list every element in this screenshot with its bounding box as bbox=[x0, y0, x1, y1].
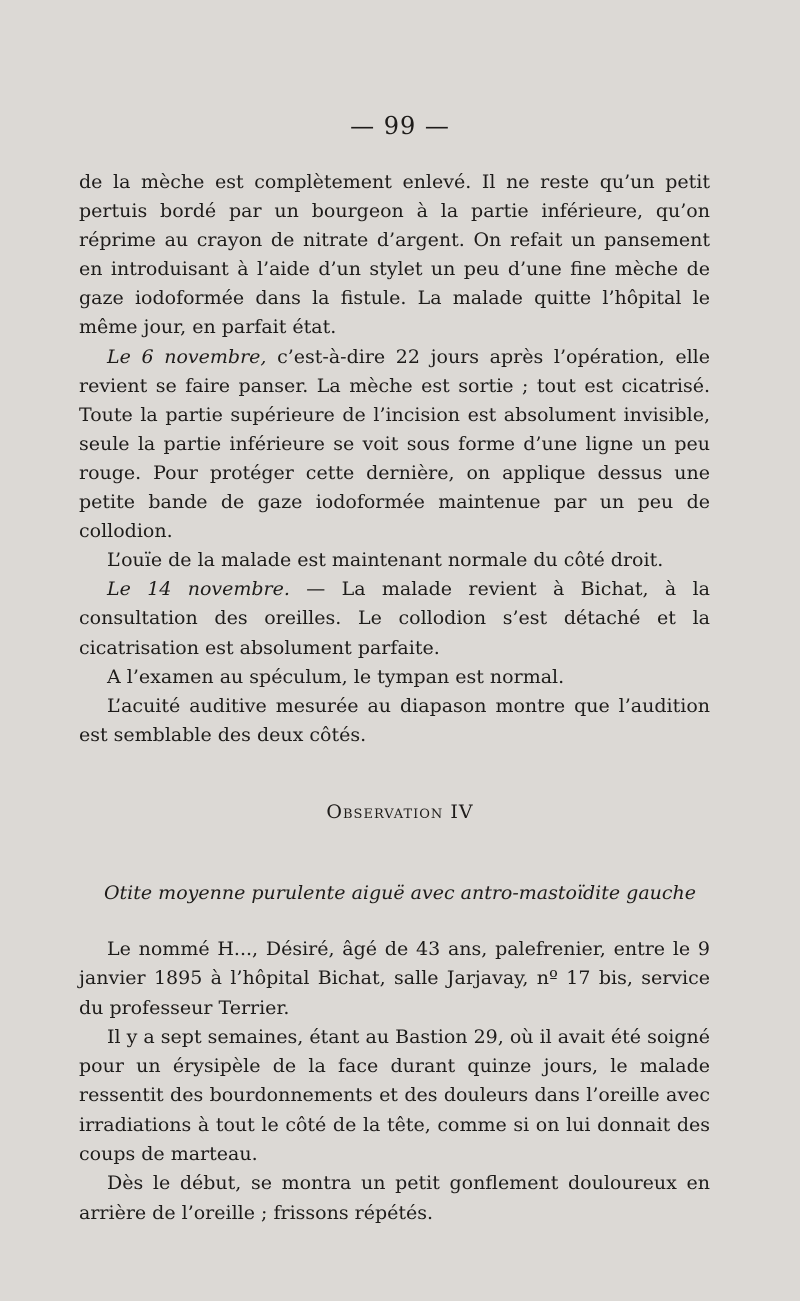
observation-4-text bbox=[79, 935, 710, 1228]
paragraph: L’acuité auditive mesurée au diapason montre que l’audition est semblable des deux côtés. bbox=[79, 694, 710, 746]
paragraph: Dès le début, se montra un petit gonflement douloureux en arrière de l’oreille ; frissons répétés. bbox=[79, 1172, 710, 1224]
paragraph-text: — La malade revient à Bichat, à la consultation des oreilles. Le collodion s’est détaché et la cicatrisation est absolument parfaite. bbox=[79, 578, 710, 659]
paragraph: L’ouïe de la malade est maintenant normale du côté droit. bbox=[107, 549, 664, 572]
page-number: — 99 — bbox=[350, 112, 450, 140]
paragraph bbox=[79, 575, 710, 662]
paragraph: Il y a sept semaines, étant au Bastion 29, où il avait été soigné pour un érysipèle de la face durant quinze jours, le malade ressentit des bourdonnements et des douleurs dans l’oreille avec irradiations à tout le côté de la tête, comme si on lui donnait des coups de marteau. bbox=[79, 1025, 710, 1166]
observation-3-continuation bbox=[79, 168, 710, 750]
date-label: Le 6 novembre, bbox=[107, 345, 267, 368]
paragraph-text: c’est-à-dire 22 jours après l’opération, elle revient se faire panser. La mèche est sortie ; tout est cicatrisé. Toute la partie supérieure de l’incision est absolument invisible, seule la partie inférieure se voit sous forme d’une ligne un peu rouge. Pour protéger cette dernière, on applique dessus une petite bande de gaze iodoformée maintenue par un peu de collodion. bbox=[79, 345, 710, 543]
observation-subtitle: Otite moyenne purulente aiguë avec antro-mastoïdite gauche bbox=[103, 882, 697, 904]
paragraph bbox=[79, 343, 710, 547]
observation-heading-word: Observation bbox=[326, 801, 444, 823]
paragraph: Le nommé H..., Désiré, âgé de 43 ans, palefrenier, entre le 9 janvier 1895 à l’hôpital Bichat, salle Jarjavay, nº 17 bis, service du professeur Terrier. bbox=[79, 938, 710, 1019]
observation-heading-number: IV bbox=[450, 801, 474, 823]
observation-heading bbox=[0, 801, 800, 823]
paragraph: de la mèche est complètement enlevé. Il ne reste qu’un petit pertuis bordé par un bourgeon à la partie inférieure, qu’on réprime au crayon de nitrate d’argent. On refait un pansement en introduisant à l’aide d’un stylet un peu d’une fine mèche de gaze iodoformée dans la fistule. La malade quitte l’hôpital le même jour, en parfait état. bbox=[79, 171, 710, 339]
date-label: Le 14 novembre. bbox=[107, 578, 290, 601]
paragraph: A l’examen au spéculum, le tympan est normal. bbox=[107, 665, 565, 688]
